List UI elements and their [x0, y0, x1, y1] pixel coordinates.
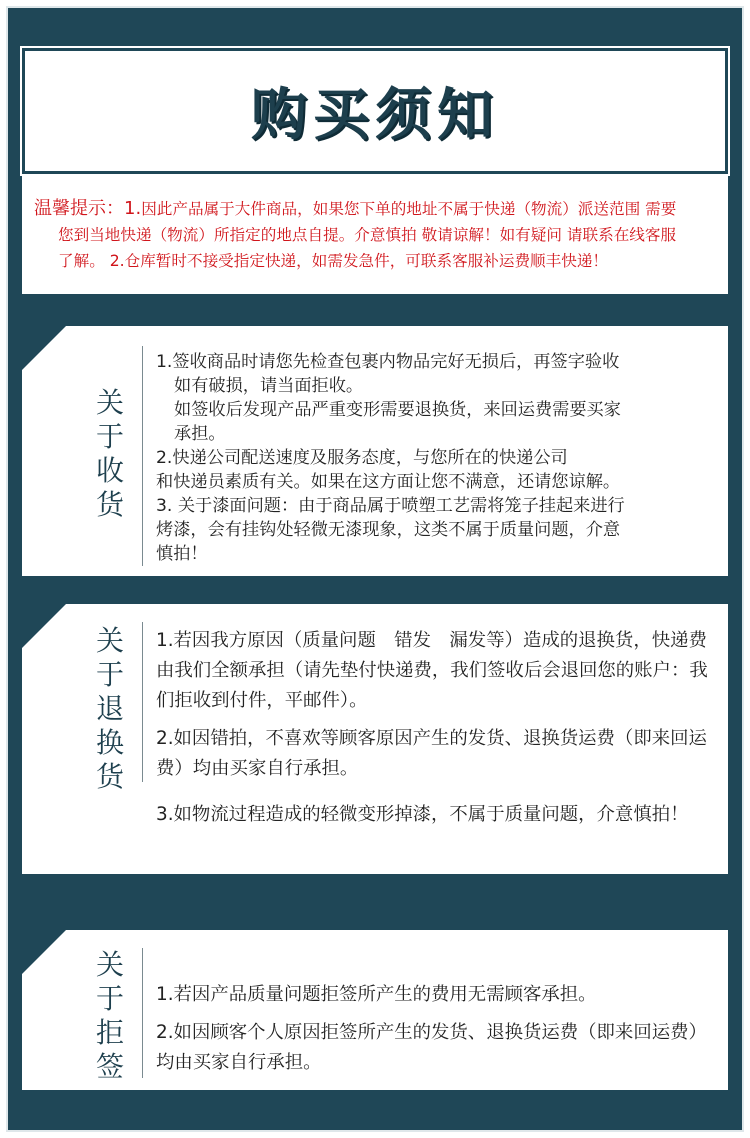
- rejection-body: [156, 980, 714, 1078]
- returns-paragraph-1: 1.若因我方原因（质量问题 错发 漏发等）造成的退换货，快递费由我们全额承担（请先垫付快递费，我们签收后会退回您的账户：我们拒收到付件，平邮件）。: [156, 630, 708, 711]
- receipt-line: 承担。: [174, 424, 226, 444]
- rejection-title: 关于拒签: [95, 948, 124, 1083]
- returns-paragraph-2: 2.如因错拍，不喜欢等顾客原因产生的发货、退换货运费（即来回运费）均由买家自行承担。: [156, 728, 707, 779]
- rejection-paragraph-2: 2.如因顾客个人原因拒签所产生的发货、退换货运费（即来回运费）均由买家自行承担。: [156, 1022, 707, 1073]
- warm-reminder: [22, 176, 728, 294]
- returns-body: [156, 626, 714, 830]
- reminder-line-1-text: 因此产品属于大件商品，如果您下单的地址不属于快递（物流）派送范围 需要: [141, 200, 677, 218]
- reminder-lead: 温馨提示：1.: [34, 198, 142, 219]
- receipt-line: 烤漆，会有挂钩处轻微无漆现象，这类不属于质量问题，介意: [156, 520, 621, 540]
- corner-fold: [22, 604, 66, 648]
- receipt-line: 如签收后发现产品严重变形需要退换货，来回运费需要买家: [174, 400, 621, 420]
- corner-fold: [22, 326, 66, 370]
- receipt-line: 慎拍！: [156, 544, 208, 564]
- reminder-line-2: 您到当地快递（物流）所指定的地点自提。介意慎拍 敬请谅解！如有疑问 请联系在线客服: [58, 226, 677, 244]
- title-banner: [22, 48, 728, 174]
- receipt-line: 和快递员素质有关。如果在这方面让您不满意，还请您谅解。: [156, 472, 621, 492]
- receipt-section: [22, 326, 728, 576]
- rejection-section: [22, 930, 728, 1090]
- receipt-line: 如有破损，请当面拒收。: [174, 376, 364, 396]
- section-divider: [142, 622, 143, 782]
- corner-fold: [22, 930, 66, 974]
- receipt-line: 1.签收商品时请您先检查包裹内物品完好无损后，再签字验收: [156, 352, 620, 372]
- receipt-line: 3. 关于漆面问题：由于商品属于喷塑工艺需将笼子挂起来进行: [156, 496, 625, 516]
- returns-paragraph-3: 3.如物流过程造成的轻微变形掉漆，不属于质量问题，介意慎拍！: [156, 804, 689, 825]
- section-divider: [142, 346, 143, 566]
- notice-frame: [6, 6, 744, 1132]
- page-title: 购买须知: [251, 83, 499, 148]
- receipt-body: [156, 350, 714, 566]
- returns-title: 关于退换货: [95, 624, 124, 793]
- returns-section: [22, 604, 728, 874]
- section-divider: [142, 948, 143, 1078]
- reminder-line-1: [34, 196, 716, 222]
- reminder-line-3: 了解。 2.仓库暂时不接受指定快递，如需发急件，可联系客服补运费顺丰快递！: [58, 252, 609, 270]
- rejection-paragraph-1: 1.若因产品质量问题拒签所产生的费用无需顾客承担。: [156, 984, 597, 1005]
- receipt-title: 关于收货: [95, 386, 124, 521]
- receipt-line: 2.快递公司配送速度及服务态度，与您所在的快递公司: [156, 448, 568, 468]
